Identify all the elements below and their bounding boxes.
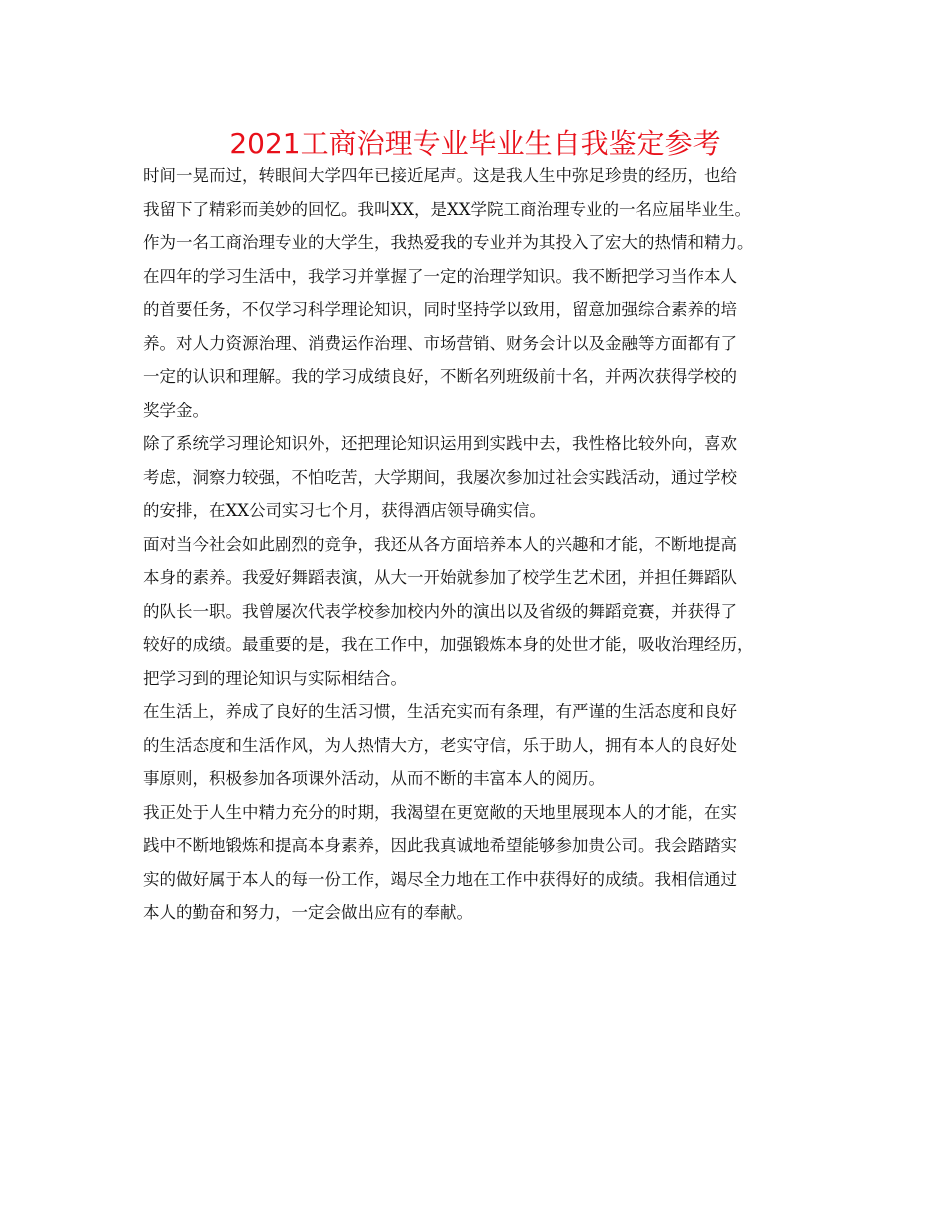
text-line: 的生活态度和生活作风，为人热情大方，老实守信，乐于助人，拥有本人的良好处 — [143, 735, 737, 755]
text-line: 在生活上，养成了良好的生活习惯，生活充实而有条理，有严谨的生活态度和良好 — [143, 702, 737, 721]
text-line: 时间一晃而过，转眼间大学四年已接近尾声。这是我人生中弥足珍贵的经历，也给 — [143, 166, 737, 185]
text-line: 养。对人力资源治理、消费运作治理、市场营销、财务会计以及金融等方面都有了 — [143, 333, 737, 353]
text-line: 践中不断地锻炼和提高本身素养，因此我真诚地希望能够参加贵公司。我会踏踏实 — [143, 836, 737, 855]
text-line: 本身的素养。我爱好舞蹈表演，从大一开始就参加了校学生艺术团，并担任舞蹈队 — [143, 568, 737, 587]
text-line: 事原则，积极参加各项课外活动，从而不断的丰富本人的阅历。 — [143, 769, 605, 788]
text-line: 奖学金。 — [143, 400, 209, 420]
text-line: 我正处于人生中精力充分的时期，我渴望在更宽敞的天地里展现本人的才能，在实 — [143, 802, 737, 822]
text-line: 把学习到的理论知识与实际相结合。 — [143, 668, 407, 688]
text-line: 我留下了精彩而美妙的回忆。我叫XX，是XX学院工商治理专业的一名应届毕业生。 — [143, 199, 751, 219]
text-line: 作为一名工商治理专业的大学生，我热爱我的专业并为其投入了宏大的热情和精力。 — [143, 233, 754, 252]
text-line: 实的做好属于本人的每一份工作，竭尽全力地在工作中获得好的成绩。我相信通过 — [143, 869, 737, 889]
text-line: 在四年的学习生活中，我学习并掌握了一定的治理学知识。我不断把学习当作本人 — [143, 266, 737, 286]
text-line: 的安排，在XX公司实习七个月，获得酒店领导确实信。 — [143, 501, 546, 520]
document-title: 2021工商治理专业毕业生自我鉴定参考 — [229, 127, 721, 160]
text-line: 较好的成绩。最重要的是，我在工作中，加强锻炼本身的处世才能，吸收治理经历， — [143, 635, 754, 654]
document-body — [143, 159, 823, 930]
text-line: 除了系统学习理论知识外，还把理论知识运用到实践中去，我性格比较外向，喜欢 — [143, 434, 737, 453]
text-line: 面对当今社会如此剧烈的竞争，我还从各方面培养本人的兴趣和才能，不断地提高 — [143, 534, 737, 554]
text-line: 考虑，洞察力较强，不怕吃苦，大学期间，我屡次参加过社会实践活动，通过学校 — [143, 467, 737, 487]
text-line: 本人的勤奋和努力，一定会做出应有的奉献。 — [143, 903, 473, 922]
text-line: 的首要任务，不仅学习科学理论知识，同时坚持学以致用，留意加强综合素养的培 — [143, 300, 737, 319]
text-line: 的队长一职。我曾屡次代表学校参加校内外的演出以及省级的舞蹈竞赛，并获得了 — [143, 601, 737, 621]
text-line: 一定的认识和理解。我的学习成绩良好，不断名列班级前十名，并两次获得学校的 — [143, 367, 737, 386]
